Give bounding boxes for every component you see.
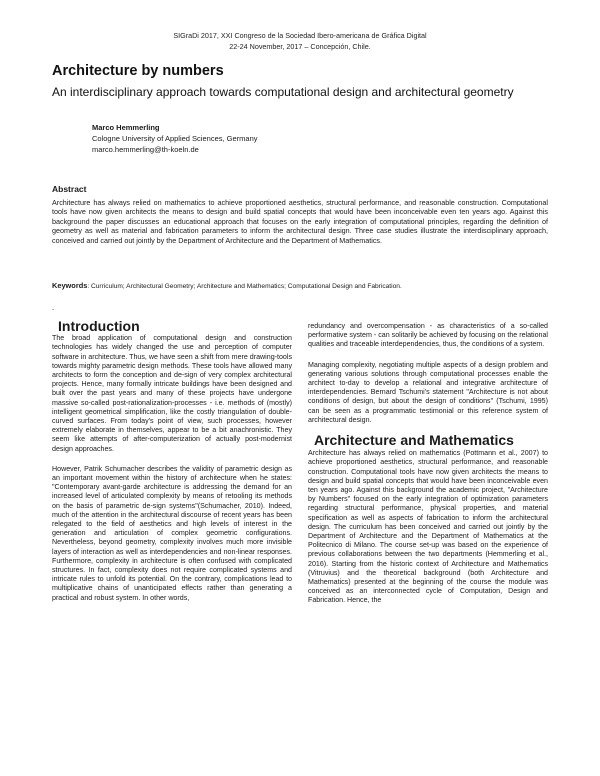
right-column	[308, 322, 548, 617]
conference-header-line2: 22-24 November, 2017 – Concepción, Chile.	[229, 42, 371, 51]
intro-paragraph-2: However, Patrik Schumacher describes the validity of parametric design as an important movement within the history of architecture when he states: "Contemporary avant-garde architecture is addressing the demand for an increased level of articulated complexity by means of retooling its methods on the basis of parametric de-sign systems"(Schumacher, 2010). Indeed, much of the attention in the architectural discourse of recent years has been relegated to the field of aesthetics and high levels of interest in the generation and articulation of complex geometric configurations. Nevertheless, beyond geometry, complexity involves much more invisible layers of interaction as well as interdependencies and non-linear responses. Furthermore, complexity in architecture is often confused with complicated structures. In fact, complexity does not require complicated systems and intricate rules to unfold its potential. On the contrary, complications lead to multiplicative chains of unanticipated effects rather than generating a practical and robust system. In other words,	[52, 464, 292, 602]
keywords-separator: :	[87, 283, 91, 290]
paper-title: Architecture by numbers	[52, 63, 224, 79]
intro-paragraph-1: The broad application of computational design and construction technologies has widely changed the use and perception of computer software in architecture. Thus, we have seen a shift from mere drawing-tools towards mighty parametric design methods. These tools have allowed many architects to form the conception and de-sign of very complex architectural projects. Hence, many formally intricate buildings have been designed and built over the past years and many of these projects have undergone massive so-called post-rationalization-processes - i.e. methods of (mostly) intelligent geometrical simplification, like the costly triangulation of double-curved surfaces. From today's point of view, such processes, however extremely elaborate in themselves, appear to be a bit anachronistic. They seem like attempts of after-computerization of actually post-modernist design approaches.	[52, 334, 292, 453]
right-paragraph-3: Architecture has always relied on mathematics (Pottmann et al., 2007) to achieve proportioned aesthetics, structural performance, and reasonable construction. Computational tools have now given architects the means to design and build spatial concepts that would have been inconceivable even ten years ago. Against this background the academic project, "Architecture by Numbers" focused on the early integration of optimization parameters regarding structural performance, physical properties, and material specification as well as aspects of fabrication to inform the architectural design. The curriculum has been conceived and carried out jointly by the Department of Architecture and the Department of Mathematics at the Politecnico di Milano. The course set-up was based on the experience of previous collaborations between the two departments (Hemmerling et al., 2016). Starting from the historic context of Architecture and Mathematics (Vitruvius) and the theoretical background (both Architecture and Mathematics) presented at the beginning of the course the module was conceived as an interconnected cycle of Computation, Design and Fabrication. Hence, the	[308, 449, 548, 605]
stray-dot: .	[52, 303, 55, 312]
keywords-label: Keywords	[52, 281, 88, 290]
abstract-heading: Abstract	[52, 184, 87, 194]
author-affiliation: Cologne University of Applied Sciences, Germany	[92, 134, 258, 143]
left-column	[52, 318, 292, 614]
author-name: Marco Hemmerling	[92, 123, 160, 132]
paper-subtitle: An interdisciplinary approach towards computational design and architectural geometry	[52, 85, 514, 99]
architecture-mathematics-heading: Architecture and Mathematics	[314, 432, 514, 449]
author-email: marco.hemmerling@th-koeln.de	[92, 145, 199, 154]
author-block	[92, 122, 258, 155]
abstract-text: Architecture has always relied on mathematics to achieve proportioned aesthetics, structural performance, and reasonable construction. Computational tools have now given architects the means to design and build spatial concepts that would have been inconceivable even ten years ago. Against this background the paper discusses an educational approach that focuses on the early integration of computational principles, regarding the definition of geometry as well as material and fabrication parameters to inform the architectural design. Three case studies illustrate the interdisciplinary approach, conceived and carried out jointly by the Department of Architecture and the Department of Mathematics.	[52, 198, 548, 245]
introduction-heading: Introduction	[58, 318, 140, 334]
conference-header-line1: SIGraDi 2017, XXI Congreso de la Sociedad Ibero-americana de Gráfica Digital	[173, 31, 427, 40]
keywords-text: Curriculum; Architectural Geometry; Architecture and Mathematics; Computational Design and Fabrication.	[91, 283, 402, 290]
right-paragraph-2: Managing complexity, negotiating multiple aspects of a design problem and generating various solutions through computational processes enable the architect to-day to develop a relational and integrative architecture of interdependencies. Bernard Tschumi's statement "Architecture is not about conditions of design, but about the design of conditions" (Tschumi, 1995) can be seen as a programmatic testimonial or this reference system of architectural design.	[308, 360, 548, 424]
keywords	[52, 281, 548, 291]
right-paragraph-1: redundancy and overcompensation - as characteristics of a so-called performative system - can solitarily be achieved by focusing on the relational qualities and traceable interdependencies, thus, the conditions of a system.	[308, 322, 548, 349]
